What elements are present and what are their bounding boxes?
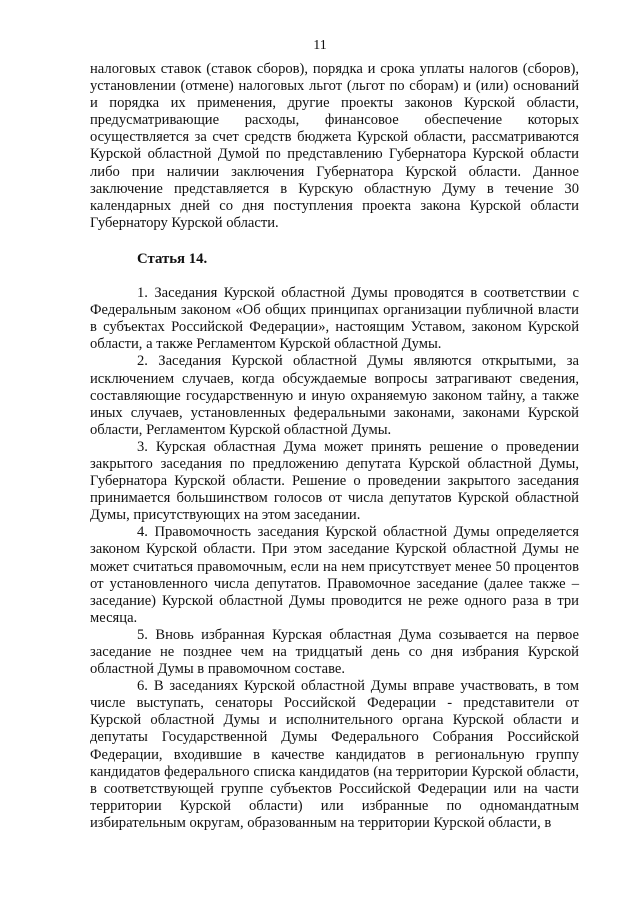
article-paragraph-6: 6. В заседаниях Курской областной Думы вправе участвовать, в том числе выступать, сенаторы Российской Федерации - представители от Курской областной Думы и исполнительного органа Курской области и депутаты Государственной Думы Федерального Собрания Российской Федерации, входившие в качестве кандидатов в региональную группу кандидатов федерального списка кандидатов (на территории Курской области, в соответствующей группе субъектов Российской Федерации или на части территории Курской области) или избранные по одномандатным избирательным округам, образованным на территории Курской области, в xyxy=(90,678,579,831)
document-body xyxy=(90,61,579,832)
continued-paragraph: налоговых ставок (ставок сборов), порядка и срока уплаты налогов (сборов), установлении (отмене) налоговых льгот (льгот по сборам) и (или) оснований и порядка их применения, другие проекты законов Курской области, предусматривающие расходы, финансовое обеспечение которых осуществляется за счет средств бюджета Курской области, рассматриваются Курской областной Думой по представлению Губернатора Курской области либо при наличии заключения Губернатора Курской области. Данное заключение представляется в Курскую областную Думу в течение 30 календарных дней со дня поступления проекта закона Курской области Губернатору Курской области. xyxy=(90,61,579,231)
article-heading: Статья 14. xyxy=(137,250,208,267)
article-paragraph-1: 1. Заседания Курской областной Думы проводятся в соответствии с Федеральным законом «Об общих принципах организации публичной власти в субъектах Российской Федерации», настоящим Уставом, законом Курской области, а также Регламентом Курской областной Думы. xyxy=(90,285,579,353)
article-paragraph-4: 4. Правомочность заседания Курской областной Думы определяется законом Курской области. При этом заседание Курской областной Думы не может считаться правомочным, если на нем присутствует менее 50 процентов от установленного числа депутатов. Правомочное заседание (далее также – заседание) Курской областной Думы проводится не реже одного раза в три месяца. xyxy=(90,524,579,626)
article-paragraph-3: 3. Курская областная Дума может принять решение о проведении закрытого заседания по предложению депутата Курской областной Думы, Губернатора Курской области. Решение о проведении закрытого заседания принимается большинством голосов от числа депутатов Курской областной Думы, присутствующих на этом заседании. xyxy=(90,438,579,524)
article-paragraph-5: 5. Вновь избранная Курская областная Дума созывается на первое заседание не позднее чем на тридцатый день со дня избрания Курской областной Думы в правомочном составе. xyxy=(90,626,579,678)
article-paragraph-2: 2. Заседания Курской областной Думы являются открытыми, за исключением случаев, когда обсуждаемые вопросы затрагивают сведения, составляющие государственную и иную охраняемую законом тайну, а также иных случаев, установленных федеральными законами, законами Курской области, Регламентом Курской областной Думы. xyxy=(90,353,579,438)
page-number: 11 xyxy=(313,38,327,53)
